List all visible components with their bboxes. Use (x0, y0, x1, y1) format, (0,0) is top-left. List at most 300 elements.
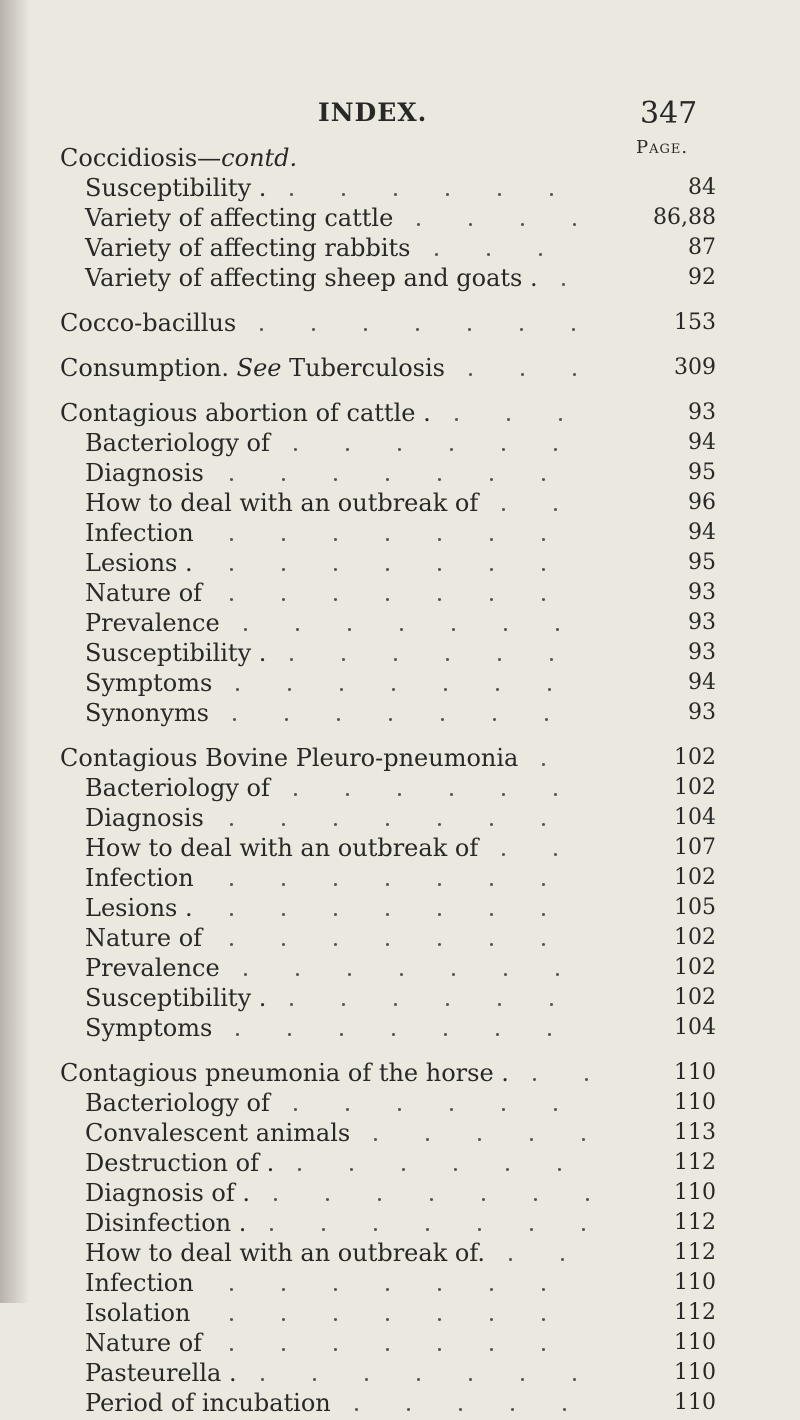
leader-dot (236, 688, 239, 691)
index-heading (60, 396, 431, 430)
leader-dot (454, 1168, 457, 1171)
page-reference: 110 (674, 1270, 716, 1295)
leader-dot (572, 328, 575, 331)
leader-dot (438, 1318, 441, 1321)
index-heading (60, 306, 236, 340)
entry-text: Susceptibility . (85, 984, 267, 1012)
page-reference: 113 (674, 1120, 716, 1145)
leader-dot (498, 193, 501, 196)
index-subentry (85, 801, 204, 835)
page-reference: 95 (688, 460, 716, 485)
leader-dot (561, 1258, 564, 1261)
leader-dot (394, 193, 397, 196)
leader-dot (346, 448, 349, 451)
entry-text: Bacteriology of (85, 774, 270, 802)
leader-dot (326, 1198, 329, 1201)
leader-dot (386, 538, 389, 541)
leader-dot (340, 688, 343, 691)
page-reference: 102 (674, 865, 716, 890)
index-subentry (85, 1086, 270, 1120)
leader-dot (288, 688, 291, 691)
entry-text: Susceptibility . (85, 639, 267, 667)
leader-dot (554, 1108, 557, 1111)
leader-dot (446, 193, 449, 196)
index-subentry (85, 1296, 190, 1330)
leader-dot (490, 823, 493, 826)
entry-text: Diagnosis (85, 459, 204, 487)
leader-dot (542, 568, 545, 571)
leader-dot (342, 1003, 345, 1006)
leader-dot (230, 943, 233, 946)
index-subentry (85, 666, 212, 700)
leader-dot (558, 1168, 561, 1171)
leader-dot (446, 658, 449, 661)
entry-text: Synonyms (85, 699, 209, 727)
entry-text: Bacteriology of (85, 1089, 270, 1117)
leader-dot (346, 793, 349, 796)
leader-dot (502, 508, 505, 511)
leader-dot (556, 973, 559, 976)
index-subentry (85, 426, 270, 460)
index-subentry (85, 981, 266, 1015)
page-reference: 87 (688, 235, 716, 260)
leader-dot (452, 628, 455, 631)
leader-dot (542, 883, 545, 886)
entry-text: Pasteurella . (85, 1359, 237, 1387)
leader-dot (392, 688, 395, 691)
leader-dot (438, 478, 441, 481)
entry-text: Destruction of . (85, 1149, 275, 1177)
page-reference: 112 (674, 1210, 716, 1235)
leader-dot (444, 1033, 447, 1036)
page-reference: 309 (674, 355, 716, 380)
page-reference: 112 (674, 1300, 716, 1325)
leader-dot (441, 718, 444, 721)
index-subentry (85, 1176, 250, 1210)
page-reference: 105 (674, 895, 716, 920)
leader-dot (346, 1108, 349, 1111)
entry-text: Cocco-bacillus (60, 309, 237, 337)
page-reference: 86,88 (653, 205, 716, 230)
leader-dot (230, 1348, 233, 1351)
leader-dot (490, 943, 493, 946)
leader-dot (490, 568, 493, 571)
leader-dot (542, 1288, 545, 1291)
leader-dot (290, 193, 293, 196)
leader-dot (478, 1228, 481, 1231)
index-heading (60, 141, 297, 175)
page-reference: 153 (674, 310, 716, 335)
page-number: 347 (640, 96, 698, 131)
index-subentry (85, 261, 538, 295)
entry-text: Lesions . (85, 549, 193, 577)
leader-dot (521, 1378, 524, 1381)
entry-text: Lesions . (85, 894, 193, 922)
leader-dot (438, 568, 441, 571)
page-reference: 94 (688, 430, 716, 455)
page-reference: 110 (674, 1060, 716, 1085)
leader-dot (556, 628, 559, 631)
entry-text: How to deal with an outbreak of (85, 834, 479, 862)
page-reference: 107 (674, 835, 716, 860)
leader-dot (261, 1378, 264, 1381)
leader-dot (539, 253, 542, 256)
leader-dot (438, 598, 441, 601)
leader-dot (386, 913, 389, 916)
index-subentry (85, 231, 411, 265)
leader-dot (386, 568, 389, 571)
entry-text: Infection (85, 519, 194, 547)
leader-dot (435, 253, 438, 256)
leader-dot (573, 373, 576, 376)
entry-text: Contagious Bovine Pleuro-pneumonia (60, 744, 519, 772)
entry-text: Nature of (85, 579, 203, 607)
leader-dot (469, 223, 472, 226)
leader-dot (585, 1078, 588, 1081)
entry-text: Variety of affecting cattle (85, 204, 394, 232)
index-subentry (85, 1356, 237, 1390)
leader-dot (530, 1228, 533, 1231)
leader-dot (542, 913, 545, 916)
leader-dot (230, 598, 233, 601)
leader-dot (490, 598, 493, 601)
page-reference: 96 (688, 490, 716, 515)
leader-dot (502, 1108, 505, 1111)
index-subentry (85, 1326, 202, 1360)
leader-dot (511, 1408, 514, 1411)
leader-dot (490, 913, 493, 916)
index-subentry (85, 1236, 485, 1270)
leader-dot (294, 448, 297, 451)
leader-dot (342, 193, 345, 196)
entry-text: Convalescent animals (85, 1119, 351, 1147)
leader-dot (337, 718, 340, 721)
leader-dot (426, 1138, 429, 1141)
leader-dot (554, 793, 557, 796)
leader-dot (386, 823, 389, 826)
entry-text: Nature of (85, 1329, 203, 1357)
leader-dot (493, 718, 496, 721)
leader-dot (554, 853, 557, 856)
page-reference: 104 (674, 1015, 716, 1040)
leader-dot (236, 1033, 239, 1036)
leader-dot (334, 598, 337, 601)
index-heading (60, 351, 445, 385)
leader-dot (322, 1228, 325, 1231)
leader-dot (260, 328, 263, 331)
leader-dot (334, 823, 337, 826)
leader-dot (496, 1033, 499, 1036)
page-reference: 102 (674, 985, 716, 1010)
leader-dot (282, 598, 285, 601)
leader-dot (398, 448, 401, 451)
leader-dot (355, 1408, 358, 1411)
leader-dot (487, 253, 490, 256)
page-reference: 102 (674, 925, 716, 950)
leader-dot (378, 1198, 381, 1201)
leader-dot (350, 1168, 353, 1171)
leader-dot (340, 1033, 343, 1036)
page-reference: 112 (674, 1150, 716, 1175)
index-subentry (85, 606, 220, 640)
page-reference: 93 (688, 580, 716, 605)
index-subentry (85, 201, 393, 235)
leader-dot (521, 223, 524, 226)
leader-dot (400, 973, 403, 976)
leader-dot (490, 1288, 493, 1291)
page-reference: 110 (674, 1390, 716, 1415)
page-reference: 94 (688, 670, 716, 695)
leader-dot (452, 973, 455, 976)
leader-dot (386, 478, 389, 481)
entry-text: Diagnosis of . (85, 1179, 251, 1207)
leader-dot (386, 598, 389, 601)
index-subentry (85, 1266, 194, 1300)
index-subentry (85, 1206, 246, 1240)
leader-dot (550, 193, 553, 196)
page-column-label: Page. (636, 137, 689, 158)
index-subentry (85, 1386, 331, 1420)
leader-dot (334, 1348, 337, 1351)
leader-dot (478, 1138, 481, 1141)
leader-dot (438, 1288, 441, 1291)
entry-text: Contagious abortion of cattle . (60, 399, 431, 427)
page-reference: 112 (674, 1240, 716, 1265)
leader-dot (482, 1198, 485, 1201)
index-subentry (85, 546, 193, 580)
leader-dot (469, 1378, 472, 1381)
leader-dot (386, 1348, 389, 1351)
leader-dot (438, 1348, 441, 1351)
leader-dot (348, 973, 351, 976)
leader-dot (490, 1348, 493, 1351)
page-reference: 110 (674, 1330, 716, 1355)
leader-dot (468, 328, 471, 331)
index-subentry (85, 456, 204, 490)
leader-dot (582, 1138, 585, 1141)
leader-dot (417, 1378, 420, 1381)
page-reference: 110 (674, 1360, 716, 1385)
leader-dot (389, 718, 392, 721)
leader-dot (296, 973, 299, 976)
leader-dot (282, 568, 285, 571)
leader-dot (282, 538, 285, 541)
entry-text: Symptoms (85, 1014, 213, 1042)
page-reference: 93 (688, 400, 716, 425)
leader-dot (288, 1033, 291, 1036)
leader-dot (426, 1228, 429, 1231)
entry-text: Coccidiosis—contd. (60, 144, 298, 172)
leader-dot (507, 418, 510, 421)
leader-dot (573, 223, 576, 226)
entry-text: Infection (85, 1269, 194, 1297)
leader-dot (542, 1318, 545, 1321)
leader-dot (459, 1408, 462, 1411)
leader-dot (282, 913, 285, 916)
entry-text: Susceptibility . (85, 174, 267, 202)
leader-dot (504, 628, 507, 631)
leader-dot (334, 883, 337, 886)
page-reference: 94 (688, 520, 716, 545)
leader-dot (498, 658, 501, 661)
leader-dot (334, 538, 337, 541)
leader-dot (469, 373, 472, 376)
index-subentry (85, 1116, 350, 1150)
leader-dot (562, 283, 565, 286)
index-subentry (85, 771, 270, 805)
leader-dot (392, 1033, 395, 1036)
leader-dot (450, 448, 453, 451)
leader-dot (233, 718, 236, 721)
index-subentry (85, 696, 209, 730)
page-reference: 93 (688, 610, 716, 635)
leader-dot (312, 328, 315, 331)
page-reference: 92 (688, 265, 716, 290)
leader-dot (550, 658, 553, 661)
page-gutter-shadow (0, 0, 30, 1303)
leader-dot (398, 793, 401, 796)
leader-dot (438, 943, 441, 946)
entry-text: How to deal with an outbreak of (85, 489, 479, 517)
leader-dot (274, 1198, 277, 1201)
leader-dot (290, 658, 293, 661)
leader-dot (402, 1168, 405, 1171)
leader-dot (407, 1408, 410, 1411)
leader-dot (542, 823, 545, 826)
leader-dot (542, 1348, 545, 1351)
page-reference: 95 (688, 550, 716, 575)
leader-dot (502, 853, 505, 856)
leader-dot (502, 793, 505, 796)
leader-dot (386, 1288, 389, 1291)
leader-dot (230, 478, 233, 481)
index-subentry (85, 951, 220, 985)
leader-dot (490, 478, 493, 481)
leader-dot (502, 448, 505, 451)
entry-text: Prevalence (85, 954, 220, 982)
leader-dot (521, 373, 524, 376)
leader-dot (230, 568, 233, 571)
leader-dot (230, 883, 233, 886)
leader-dot (506, 1168, 509, 1171)
leader-dot (394, 1003, 397, 1006)
entry-text: Consumption. See Tuberculosis (60, 354, 445, 382)
page-reference: 93 (688, 700, 716, 725)
leader-dot (230, 1288, 233, 1291)
leader-dot (294, 1108, 297, 1111)
leader-dot (490, 1318, 493, 1321)
leader-dot (534, 1198, 537, 1201)
entry-text: Variety of affecting rabbits (85, 234, 411, 262)
page-reference: 110 (674, 1180, 716, 1205)
leader-dot (430, 1198, 433, 1201)
index-subentry (85, 171, 266, 205)
leader-dot (530, 1138, 533, 1141)
leader-dot (509, 1258, 512, 1261)
leader-dot (386, 943, 389, 946)
leader-dot (554, 508, 557, 511)
leader-dot (334, 568, 337, 571)
leader-dot (446, 1003, 449, 1006)
index-subentry (85, 1146, 274, 1180)
leader-dot (496, 688, 499, 691)
leader-dot (285, 718, 288, 721)
leader-dot (374, 1138, 377, 1141)
index-heading (60, 1056, 509, 1090)
page-reference: 110 (674, 1090, 716, 1115)
leader-dot (520, 328, 523, 331)
entry-text: Bacteriology of (85, 429, 270, 457)
leader-dot (394, 658, 397, 661)
leader-dot (417, 223, 420, 226)
leader-dot (282, 823, 285, 826)
leader-dot (438, 538, 441, 541)
page-reference: 104 (674, 805, 716, 830)
index-subentry (85, 1011, 212, 1045)
leader-dot (400, 628, 403, 631)
leader-dot (334, 478, 337, 481)
leader-dot (490, 538, 493, 541)
entry-text: Disinfection . (85, 1209, 247, 1237)
entry-text: Prevalence (85, 609, 220, 637)
leader-dot (438, 823, 441, 826)
leader-dot (450, 1108, 453, 1111)
leader-dot (559, 418, 562, 421)
leader-dot (542, 943, 545, 946)
leader-dot (282, 478, 285, 481)
leader-dot (334, 1288, 337, 1291)
leader-dot (334, 1318, 337, 1321)
leader-dot (554, 448, 557, 451)
leader-dot (334, 913, 337, 916)
leader-dot (545, 718, 548, 721)
leader-dot (290, 1003, 293, 1006)
entry-text: Infection (85, 864, 194, 892)
page-reference: 102 (674, 955, 716, 980)
leader-dot (533, 1078, 536, 1081)
leader-dot (548, 1033, 551, 1036)
page-reference: 93 (688, 640, 716, 665)
leader-dot (298, 1168, 301, 1171)
page-reference: 84 (688, 175, 716, 200)
leader-dot (438, 883, 441, 886)
leader-dot (282, 883, 285, 886)
index-subentry (85, 576, 202, 610)
index-subentry (85, 891, 193, 925)
leader-dot (296, 628, 299, 631)
index-heading (60, 741, 518, 775)
leader-dot (365, 1378, 368, 1381)
leader-dot (573, 1378, 576, 1381)
index-subentry (85, 486, 478, 520)
leader-dot (282, 1288, 285, 1291)
leader-dot (542, 538, 545, 541)
page-title: INDEX. (318, 98, 428, 127)
index-subentry (85, 861, 194, 895)
leader-dot (550, 1003, 553, 1006)
leader-dot (582, 1228, 585, 1231)
leader-dot (498, 1003, 501, 1006)
leader-dot (282, 1348, 285, 1351)
leader-dot (342, 658, 345, 661)
entry-text: Period of incubation (85, 1389, 331, 1417)
leader-dot (504, 973, 507, 976)
index-subentry (85, 921, 202, 955)
leader-dot (374, 1228, 377, 1231)
leader-dot (230, 823, 233, 826)
leader-dot (244, 973, 247, 976)
leader-dot (586, 1198, 589, 1201)
